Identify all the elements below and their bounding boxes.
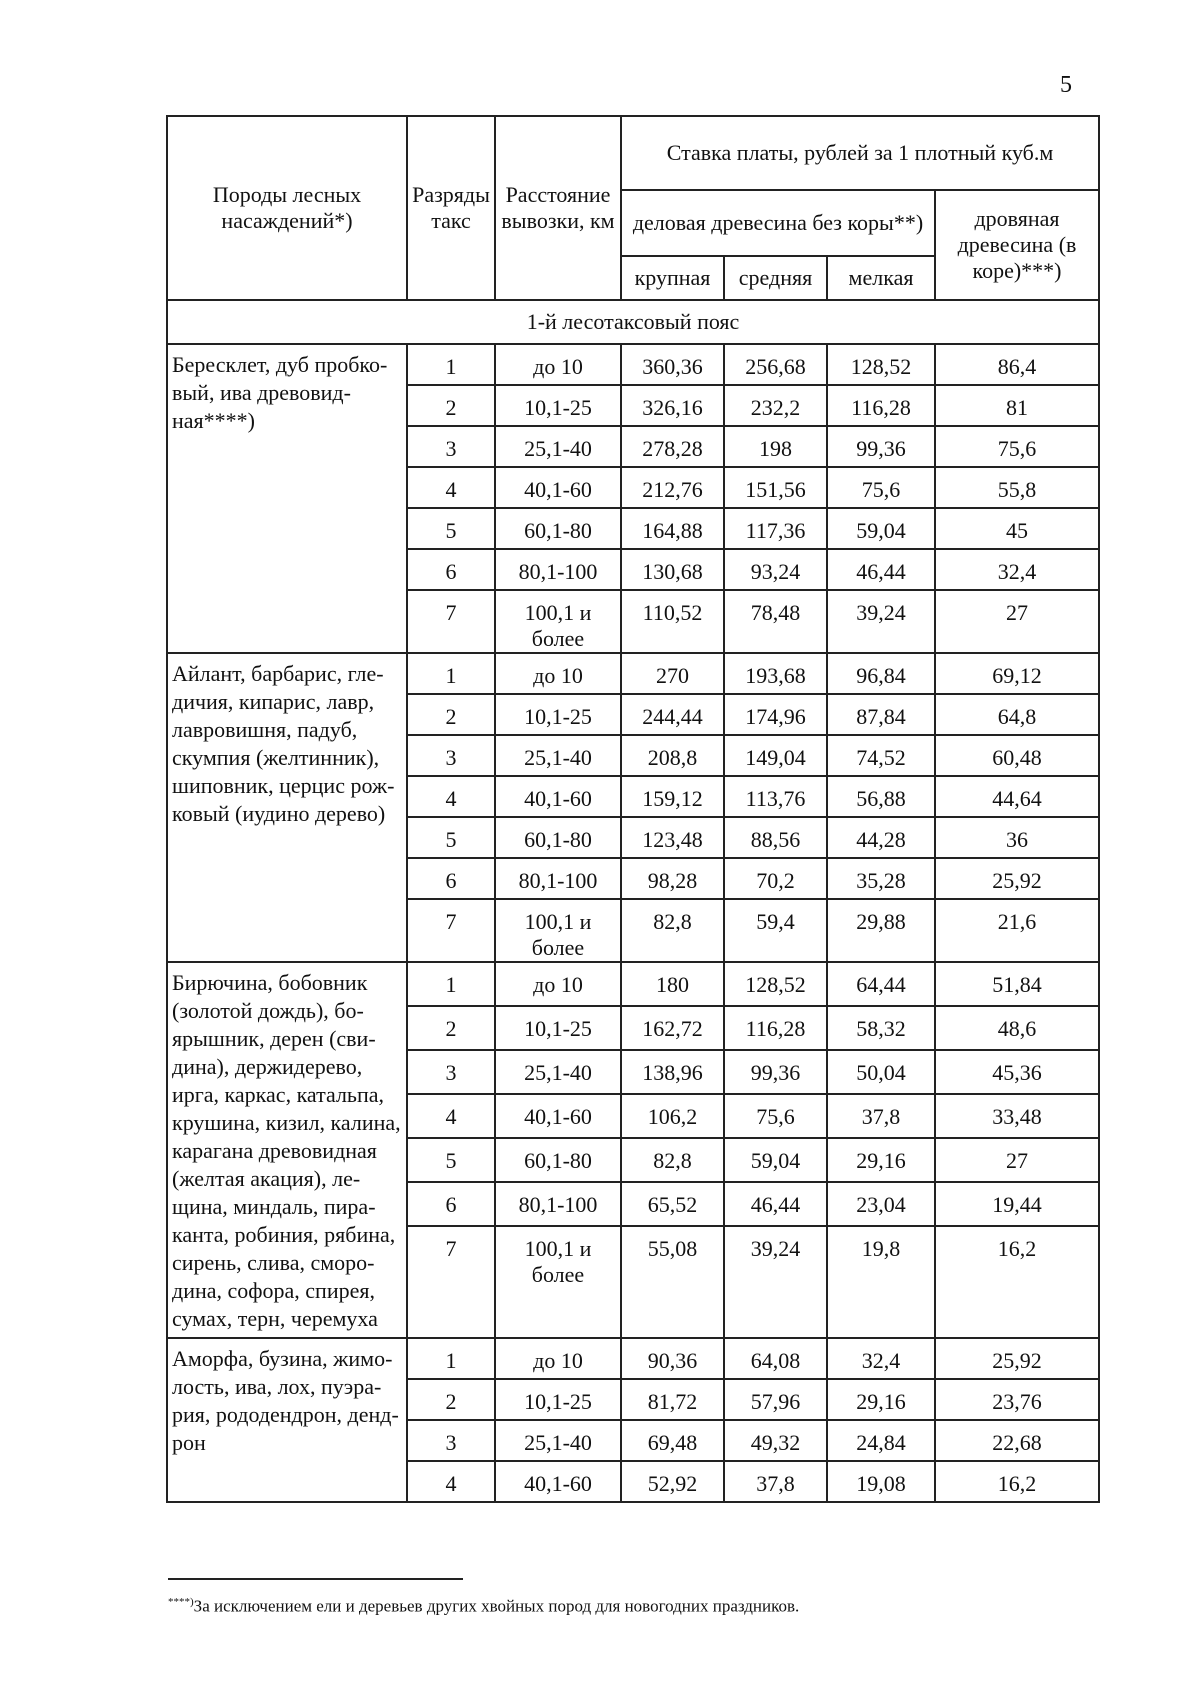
- small-cell: 59,04: [827, 508, 935, 549]
- medium-cell: 64,08: [724, 1338, 827, 1379]
- grade-cell: 3: [407, 426, 495, 467]
- firewood-cell: 32,4: [935, 549, 1099, 590]
- small-cell: 128,52: [827, 344, 935, 385]
- species-text: Бересклет, дуб пробко-вый, ива древовид-ная****): [172, 352, 388, 433]
- firewood-cell: 27: [935, 590, 1099, 653]
- firewood-cell: 64,8: [935, 694, 1099, 735]
- species-cell: [167, 344, 407, 653]
- small-cell: 29,16: [827, 1138, 935, 1182]
- grade-cell: 7: [407, 1226, 495, 1338]
- species-cell: [167, 1338, 407, 1502]
- grade-cell: 6: [407, 1182, 495, 1226]
- firewood-cell: 45: [935, 508, 1099, 549]
- grade-cell: 1: [407, 962, 495, 1006]
- distance-cell: 40,1-60: [495, 1094, 621, 1138]
- header-distance: Расстояние вывозки, км: [495, 116, 621, 300]
- grade-cell: 4: [407, 1461, 495, 1502]
- medium-cell: 37,8: [724, 1461, 827, 1502]
- large-cell: 212,76: [621, 467, 724, 508]
- distance-cell: 25,1-40: [495, 426, 621, 467]
- small-cell: 35,28: [827, 858, 935, 899]
- header-species: Породы лесных насаждений*): [167, 116, 407, 300]
- small-cell: 19,08: [827, 1461, 935, 1502]
- distance-cell: до 10: [495, 962, 621, 1006]
- large-cell: 270: [621, 653, 724, 694]
- medium-cell: 75,6: [724, 1094, 827, 1138]
- firewood-cell: 25,92: [935, 858, 1099, 899]
- large-cell: 162,72: [621, 1006, 724, 1050]
- small-cell: 96,84: [827, 653, 935, 694]
- table-row: [167, 1338, 1099, 1379]
- medium-cell: 46,44: [724, 1182, 827, 1226]
- large-cell: 164,88: [621, 508, 724, 549]
- large-cell: 52,92: [621, 1461, 724, 1502]
- firewood-cell: 25,92: [935, 1338, 1099, 1379]
- medium-cell: 113,76: [724, 776, 827, 817]
- large-cell: 208,8: [621, 735, 724, 776]
- firewood-cell: 75,6: [935, 426, 1099, 467]
- species-cell: [167, 653, 407, 962]
- grade-cell: 2: [407, 694, 495, 735]
- distance-cell: 60,1-80: [495, 1138, 621, 1182]
- footnote-text: За исключением ели и деревьев других хвойных пород для новогодних праздников.: [193, 1596, 800, 1616]
- rates-table: [166, 115, 1100, 1503]
- header-medium: средняя: [724, 256, 827, 300]
- medium-cell: 99,36: [724, 1050, 827, 1094]
- small-cell: 44,28: [827, 817, 935, 858]
- firewood-cell: 60,48: [935, 735, 1099, 776]
- small-cell: 64,44: [827, 962, 935, 1006]
- distance-cell: 100,1 и более: [495, 590, 621, 653]
- medium-cell: 70,2: [724, 858, 827, 899]
- distance-cell: 10,1-25: [495, 1006, 621, 1050]
- small-cell: 29,88: [827, 899, 935, 962]
- distance-cell: 10,1-25: [495, 385, 621, 426]
- large-cell: 110,52: [621, 590, 724, 653]
- distance-cell: 25,1-40: [495, 1050, 621, 1094]
- medium-cell: 149,04: [724, 735, 827, 776]
- table-row: [167, 653, 1099, 694]
- small-cell: 116,28: [827, 385, 935, 426]
- firewood-cell: 19,44: [935, 1182, 1099, 1226]
- firewood-cell: 22,68: [935, 1420, 1099, 1461]
- medium-cell: 128,52: [724, 962, 827, 1006]
- distance-cell: 40,1-60: [495, 467, 621, 508]
- distance-cell: 80,1-100: [495, 549, 621, 590]
- firewood-cell: 86,4: [935, 344, 1099, 385]
- large-cell: 180: [621, 962, 724, 1006]
- distance-cell: 100,1 и более: [495, 1226, 621, 1338]
- footnote: [168, 1596, 799, 1617]
- distance-cell: 40,1-60: [495, 1461, 621, 1502]
- small-cell: 87,84: [827, 694, 935, 735]
- distance-cell: 100,1 и более: [495, 899, 621, 962]
- large-cell: 130,68: [621, 549, 724, 590]
- distance-cell: до 10: [495, 653, 621, 694]
- small-cell: 74,52: [827, 735, 935, 776]
- grade-cell: 3: [407, 1420, 495, 1461]
- grade-cell: 4: [407, 467, 495, 508]
- medium-cell: 59,4: [724, 899, 827, 962]
- large-cell: 98,28: [621, 858, 724, 899]
- large-cell: 106,2: [621, 1094, 724, 1138]
- grade-cell: 5: [407, 1138, 495, 1182]
- large-cell: 244,44: [621, 694, 724, 735]
- firewood-cell: 33,48: [935, 1094, 1099, 1138]
- distance-cell: до 10: [495, 344, 621, 385]
- firewood-cell: 55,8: [935, 467, 1099, 508]
- header-large: крупная: [621, 256, 724, 300]
- distance-cell: 25,1-40: [495, 735, 621, 776]
- medium-cell: 57,96: [724, 1379, 827, 1420]
- grade-cell: 2: [407, 1006, 495, 1050]
- small-cell: 99,36: [827, 426, 935, 467]
- small-cell: 50,04: [827, 1050, 935, 1094]
- grade-cell: 7: [407, 590, 495, 653]
- grade-cell: 6: [407, 858, 495, 899]
- medium-cell: 256,68: [724, 344, 827, 385]
- distance-cell: 10,1-25: [495, 694, 621, 735]
- small-cell: 39,24: [827, 590, 935, 653]
- belt-label: 1-й лесотаксовый пояс: [167, 300, 1099, 344]
- firewood-cell: 51,84: [935, 962, 1099, 1006]
- small-cell: 58,32: [827, 1006, 935, 1050]
- medium-cell: 49,32: [724, 1420, 827, 1461]
- large-cell: 360,36: [621, 344, 724, 385]
- firewood-cell: 16,2: [935, 1226, 1099, 1338]
- large-cell: 278,28: [621, 426, 724, 467]
- medium-cell: 174,96: [724, 694, 827, 735]
- small-cell: 37,8: [827, 1094, 935, 1138]
- firewood-cell: 21,6: [935, 899, 1099, 962]
- small-cell: 24,84: [827, 1420, 935, 1461]
- firewood-cell: 27: [935, 1138, 1099, 1182]
- large-cell: 82,8: [621, 899, 724, 962]
- species-text: Айлант, барбарис, гле-дичия, кипарис, лавр, лавровишня, падуб, скумпия (желтинник), шиповник, церцис рож-ковый (иудино дерево): [172, 661, 395, 826]
- page-number: 5: [1060, 72, 1072, 98]
- distance-cell: 25,1-40: [495, 1420, 621, 1461]
- medium-cell: 59,04: [724, 1138, 827, 1182]
- large-cell: 65,52: [621, 1182, 724, 1226]
- small-cell: 32,4: [827, 1338, 935, 1379]
- firewood-cell: 44,64: [935, 776, 1099, 817]
- medium-cell: 88,56: [724, 817, 827, 858]
- medium-cell: 117,36: [724, 508, 827, 549]
- large-cell: 159,12: [621, 776, 724, 817]
- distance-cell: 60,1-80: [495, 508, 621, 549]
- species-cell: [167, 962, 407, 1338]
- large-cell: 82,8: [621, 1138, 724, 1182]
- distance-cell: 80,1-100: [495, 858, 621, 899]
- distance-cell: до 10: [495, 1338, 621, 1379]
- grade-cell: 2: [407, 1379, 495, 1420]
- header-small: мелкая: [827, 256, 935, 300]
- distance-cell: 40,1-60: [495, 776, 621, 817]
- small-cell: 19,8: [827, 1226, 935, 1338]
- large-cell: 123,48: [621, 817, 724, 858]
- small-cell: 46,44: [827, 549, 935, 590]
- grade-cell: 7: [407, 899, 495, 962]
- grade-cell: 5: [407, 817, 495, 858]
- distance-cell: 60,1-80: [495, 817, 621, 858]
- header-firewood: дровяная древесина (в коре)***): [935, 190, 1099, 300]
- small-cell: 56,88: [827, 776, 935, 817]
- medium-cell: 151,56: [724, 467, 827, 508]
- header-tax-grade: Разряды такс: [407, 116, 495, 300]
- header-business-wood: деловая древесина без коры**): [621, 190, 935, 256]
- small-cell: 29,16: [827, 1379, 935, 1420]
- table-row: [167, 344, 1099, 385]
- large-cell: 90,36: [621, 1338, 724, 1379]
- medium-cell: 193,68: [724, 653, 827, 694]
- medium-cell: 232,2: [724, 385, 827, 426]
- large-cell: 81,72: [621, 1379, 724, 1420]
- medium-cell: 116,28: [724, 1006, 827, 1050]
- footnote-marker: ****): [168, 1596, 194, 1608]
- table-row: [167, 962, 1099, 1006]
- grade-cell: 2: [407, 385, 495, 426]
- firewood-cell: 45,36: [935, 1050, 1099, 1094]
- firewood-cell: 16,2: [935, 1461, 1099, 1502]
- species-text: Бирючина, бобовник (золотой дождь), бо-ярышник, дерен (сви-дина), держидерево, ирга, каркас, катальпа, крушина, кизил, калина, карагана древовидная (желтая акация), ле-щина, миндаль, пира-канта, робиния, рябина, сирень, слива, сморо-дина, софора, спирея, сумах, терн, черемуха: [172, 970, 401, 1331]
- distance-cell: 10,1-25: [495, 1379, 621, 1420]
- grade-cell: 1: [407, 344, 495, 385]
- distance-cell: 80,1-100: [495, 1182, 621, 1226]
- grade-cell: 1: [407, 653, 495, 694]
- header-rate: Ставка платы, рублей за 1 плотный куб.м: [621, 116, 1099, 190]
- footnote-rule: [168, 1578, 463, 1580]
- large-cell: 326,16: [621, 385, 724, 426]
- grade-cell: 4: [407, 1094, 495, 1138]
- medium-cell: 198: [724, 426, 827, 467]
- large-cell: 55,08: [621, 1226, 724, 1338]
- large-cell: 138,96: [621, 1050, 724, 1094]
- firewood-cell: 36: [935, 817, 1099, 858]
- firewood-cell: 81: [935, 385, 1099, 426]
- medium-cell: 39,24: [724, 1226, 827, 1338]
- firewood-cell: 48,6: [935, 1006, 1099, 1050]
- medium-cell: 78,48: [724, 590, 827, 653]
- firewood-cell: 69,12: [935, 653, 1099, 694]
- grade-cell: 3: [407, 735, 495, 776]
- grade-cell: 3: [407, 1050, 495, 1094]
- species-text: Аморфа, бузина, жимо-лость, ива, лох, пуэра-рия, рододендрон, денд-рон: [172, 1346, 399, 1455]
- medium-cell: 93,24: [724, 549, 827, 590]
- large-cell: 69,48: [621, 1420, 724, 1461]
- grade-cell: 1: [407, 1338, 495, 1379]
- small-cell: 75,6: [827, 467, 935, 508]
- grade-cell: 6: [407, 549, 495, 590]
- firewood-cell: 23,76: [935, 1379, 1099, 1420]
- grade-cell: 5: [407, 508, 495, 549]
- small-cell: 23,04: [827, 1182, 935, 1226]
- grade-cell: 4: [407, 776, 495, 817]
